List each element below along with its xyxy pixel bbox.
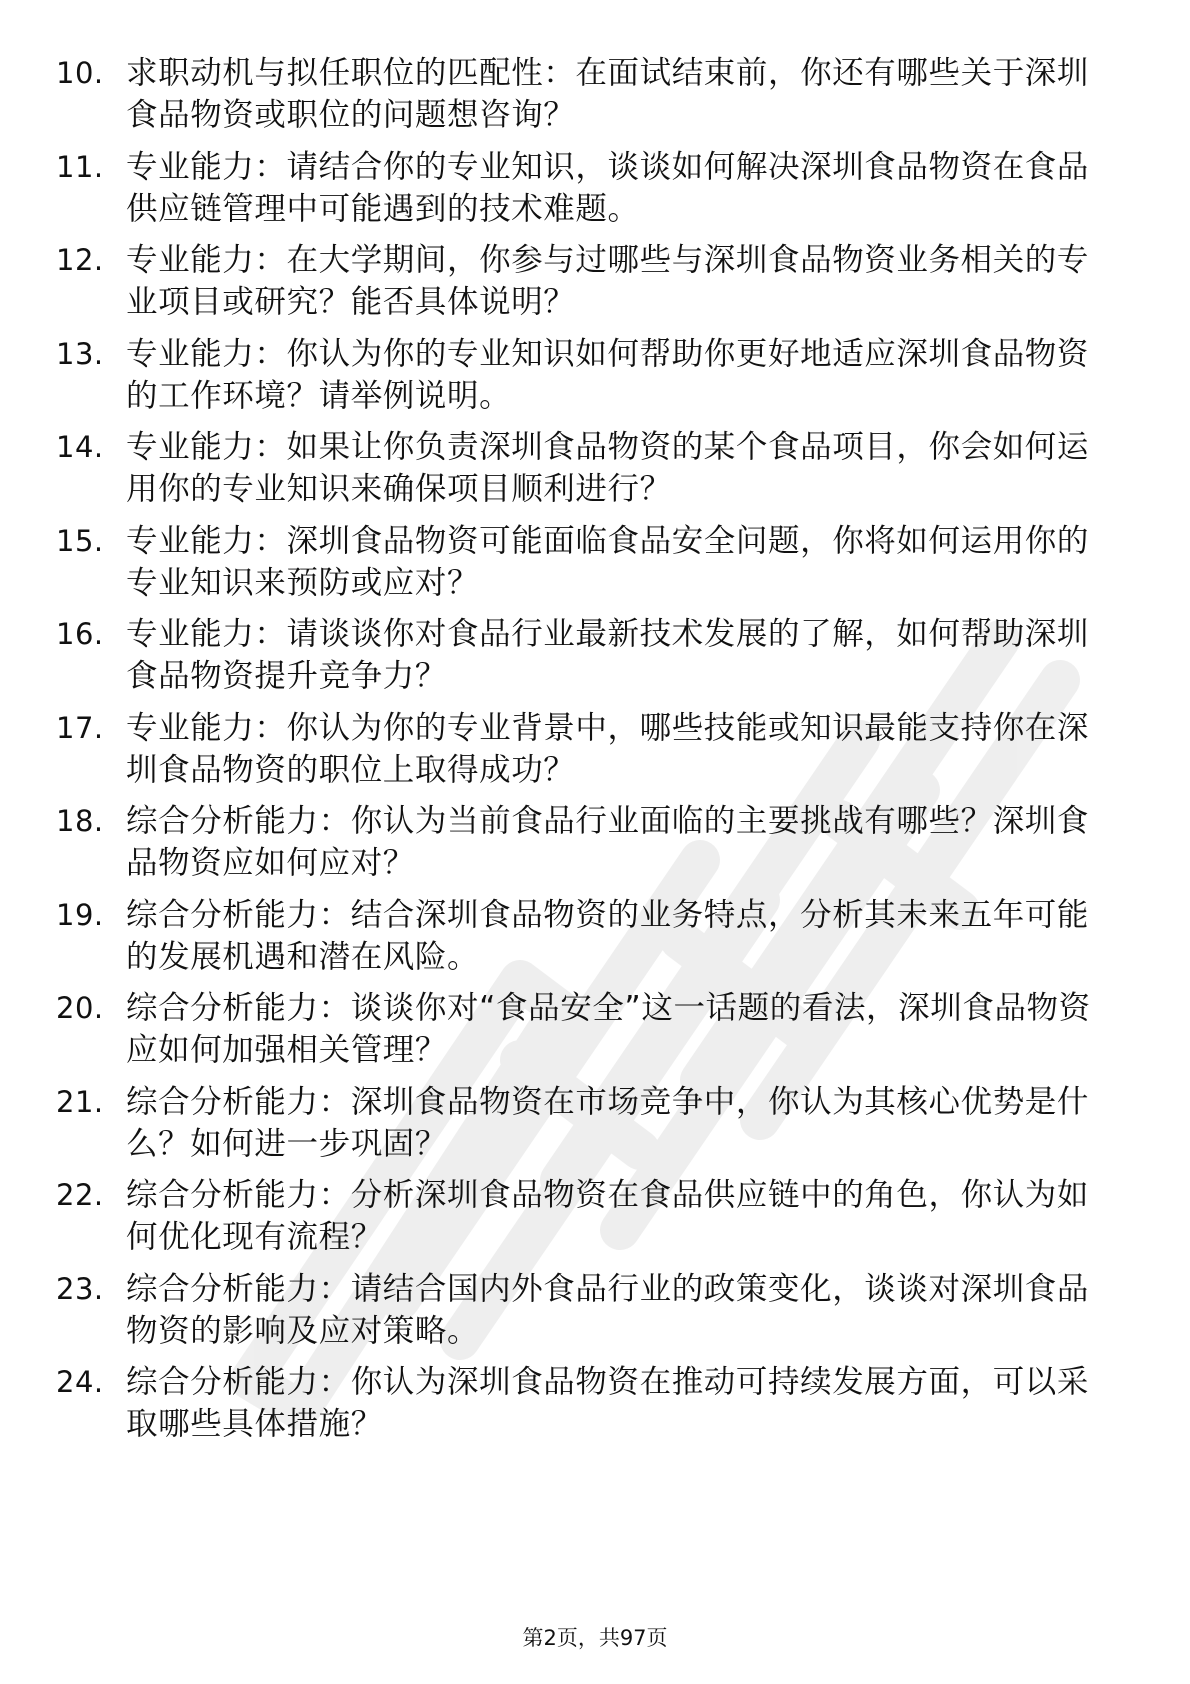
question-list (0, 52, 1190, 1455)
question-number: 13. (56, 336, 104, 371)
list-item (0, 52, 1190, 146)
question-text: 专业能力：你认为你的专业背景中，哪些技能或知识最能支持你在深圳食品物资的职位上取得成功？ (126, 709, 1090, 788)
question-text: 专业能力：请结合你的专业知识，谈谈如何解决深圳食品物资在食品供应链管理中可能遇到的技术难题。 (126, 148, 1090, 227)
question-number: 14. (56, 430, 104, 464)
page-number: 第2页，共97页 (522, 1626, 668, 1650)
question-text: 专业能力：你认为你的专业知识如何帮助你更好地适应深圳食品物资的工作环境？请举例说明。 (126, 335, 1090, 414)
list-item (0, 1174, 1190, 1268)
question-text: 综合分析能力：请结合国内外食品行业的政策变化，谈谈对深圳食品物资的影响及应对策略。 (126, 1270, 1090, 1349)
question-text: 专业能力：深圳食品物资可能面临食品安全问题，你将如何运用你的专业知识来预防或应对？ (126, 522, 1090, 601)
question-text: 综合分析能力：分析深圳食品物资在食品供应链中的角色，你认为如何优化现有流程？ (126, 1177, 1090, 1255)
list-item (0, 613, 1190, 707)
list-item (0, 894, 1190, 988)
question-number: 24. (56, 1365, 104, 1399)
question-number: 10. (56, 56, 104, 90)
question-text: 综合分析能力：谈谈你对“食品安全”这一话题的看法，深圳食品物资应如何加强相关管理？ (126, 990, 1091, 1068)
question-number: 18. (56, 804, 104, 838)
list-item (0, 1268, 1190, 1362)
list-item (0, 1081, 1190, 1175)
list-item (0, 239, 1190, 333)
list-item (0, 987, 1190, 1081)
question-number: 20. (56, 991, 104, 1025)
list-item (0, 520, 1190, 614)
question-number: 12. (56, 243, 104, 277)
list-item (0, 707, 1190, 801)
question-number: 17. (56, 710, 104, 745)
question-number: 15. (56, 523, 104, 558)
question-number: 19. (56, 897, 104, 932)
list-item (0, 1361, 1190, 1455)
question-number: 16. (56, 617, 104, 651)
question-text: 综合分析能力：结合深圳食品物资的业务特点，分析其未来五年可能的发展机遇和潜在风险。 (126, 896, 1090, 975)
question-text: 专业能力：如果让你负责深圳食品物资的某个食品项目，你会如何运用你的专业知识来确保项目顺利进行？ (126, 429, 1090, 507)
question-text: 综合分析能力：深圳食品物资在市场竞争中，你认为其核心优势是什么？如何进一步巩固？ (126, 1083, 1090, 1162)
question-text: 综合分析能力：你认为当前食品行业面临的主要挑战有哪些？深圳食品物资应如何应对？ (126, 803, 1090, 881)
question-text: 专业能力：请谈谈你对食品行业最新技术发展的了解，如何帮助深圳食品物资提升竞争力？ (126, 616, 1090, 694)
question-number: 22. (56, 1178, 104, 1212)
question-number: 11. (56, 149, 104, 184)
question-number: 23. (56, 1271, 104, 1306)
list-item (0, 146, 1190, 240)
list-item (0, 333, 1190, 427)
question-text: 综合分析能力：你认为深圳食品物资在推动可持续发展方面，可以采取哪些具体措施？ (126, 1364, 1090, 1442)
list-item (0, 426, 1190, 520)
question-text: 求职动机与拟任职位的匹配性：在面试结束前，你还有哪些关于深圳食品物资或职位的问题想咨询？ (126, 55, 1090, 133)
question-text: 专业能力：在大学期间，你参与过哪些与深圳食品物资业务相关的专业项目或研究？能否具体说明？ (126, 242, 1090, 320)
question-number: 21. (56, 1084, 104, 1119)
list-item (0, 800, 1190, 894)
